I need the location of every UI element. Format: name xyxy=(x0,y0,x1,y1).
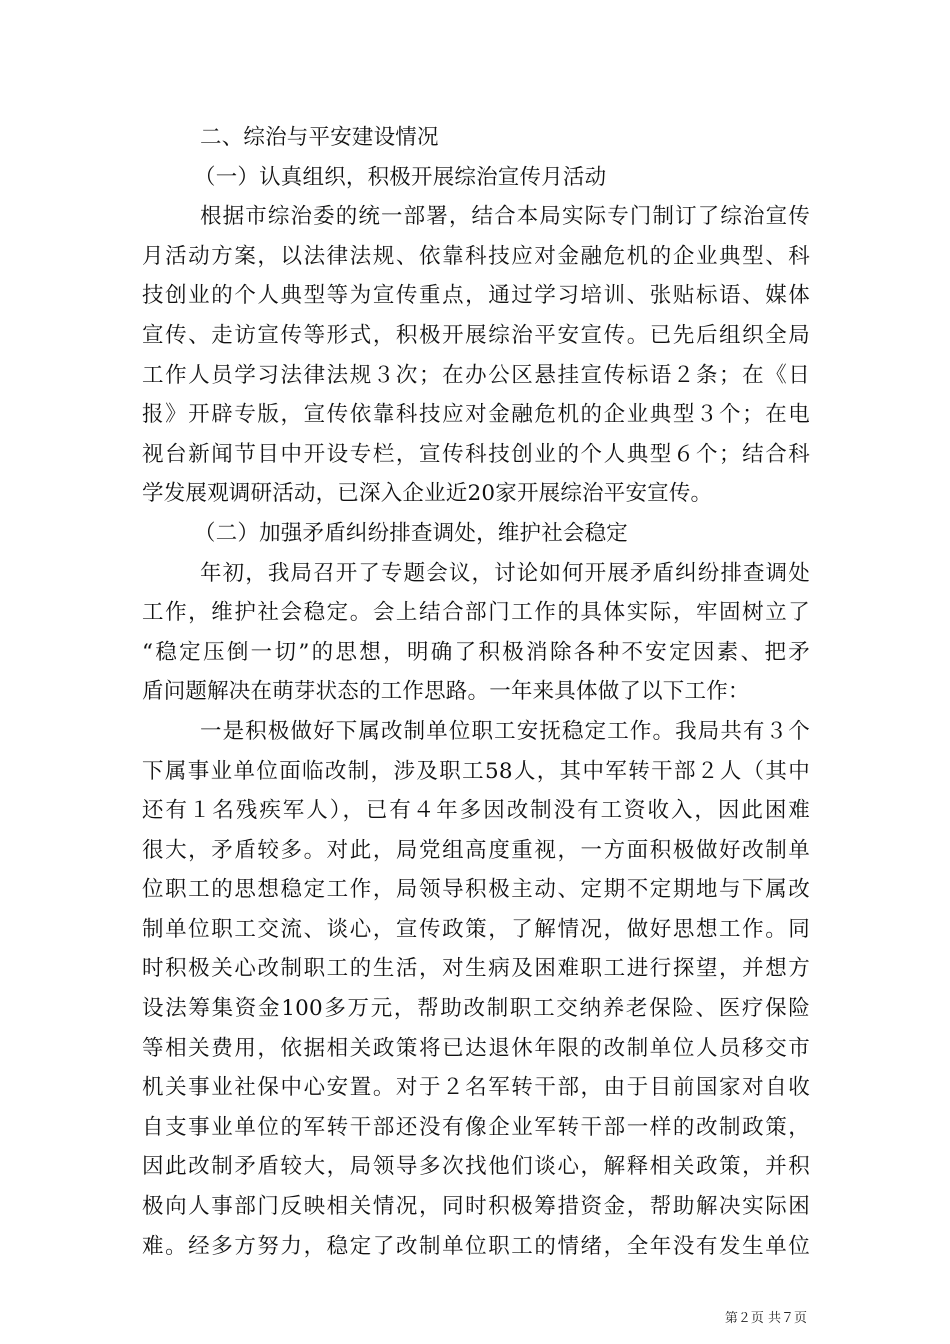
paragraph-line: 盾问题解决在萌芽状态的工作思路。一年来具体做了以下工作： xyxy=(142,679,750,705)
paragraph-line: 机关事业社保中心安置。对于２名军转干部，由于目前国家对自收 xyxy=(142,1075,810,1101)
paragraph-line: 月活动方案，以法律法规、依靠科技应对金融危机的企业典型、科 xyxy=(142,243,810,269)
paragraph-line: 工作，维护社会稳定。会上结合部门工作的具体实际，牢固树立了 xyxy=(142,600,810,626)
paragraph-line: 因此改制矛盾较大，局领导多次找他们谈心，解释相关政策，并积 xyxy=(142,1154,810,1180)
paragraph-line: 还有１名残疾军人），已有４年多因改制没有工资收入，因此困难 xyxy=(142,798,810,824)
section-heading: 二、综治与平安建设情况 xyxy=(200,125,439,150)
document-body xyxy=(142,118,810,1266)
paragraph-line: 技创业的个人典型等为宣传重点，通过学习培训、张贴标语、媒体 xyxy=(142,283,810,309)
paragraph-line: 一是积极做好下属改制单位职工安抚稳定工作。我局共有３个 xyxy=(200,718,810,744)
paragraph-line: 报》开辟专版，宣传依靠科技应对金融危机的企业典型３个；在电 xyxy=(142,402,810,428)
paragraph-line: 工作人员学习法律法规３次；在办公区悬挂宣传标语２条；在《日 xyxy=(142,362,810,388)
paragraph-line: 学发展观调研活动，已深入企业近20家开展综治平安宣传。 xyxy=(142,481,713,507)
page-number: 第２页 共７页 xyxy=(724,1311,807,1326)
paragraph-line: 很大，矛盾较多。对此，局党组高度重视，一方面积极做好改制单 xyxy=(142,837,810,863)
paragraph-line: 下属事业单位面临改制，涉及职工58人，其中军转干部２人（其中 xyxy=(142,758,810,784)
paragraph-line: 位职工的思想稳定工作，局领导积极主动、定期不定期地与下属改 xyxy=(142,877,810,903)
paragraph-line: 等相关费用，依据相关政策将已达退休年限的改制单位人员移交市 xyxy=(142,1035,810,1061)
paragraph-line: “稳定压倒一切”的思想，明确了积极消除各种不安定因素、把矛 xyxy=(142,639,810,665)
subsection-heading: （二）加强矛盾纠纷排查调处，维护社会稳定 xyxy=(194,520,629,546)
paragraph-line: 根据市综治委的统一部署，结合本局实际专门制订了综治宣传 xyxy=(200,204,810,230)
paragraph-line: 宣传、走访宣传等形式，积极开展综治平安宣传。已先后组织全局 xyxy=(142,322,810,348)
paragraph-line: 难。经多方努力，稳定了改制单位职工的情绪，全年没有发生单位 xyxy=(142,1233,810,1259)
paragraph-line: 制单位职工交流、谈心，宣传政策，了解情况，做好思想工作。同 xyxy=(142,916,810,942)
paragraph-line: 视台新闻节目中开设专栏，宣传科技创业的个人典型６个；结合科 xyxy=(142,441,810,467)
subsection-heading: （一）认真组织，积极开展综治宣传月活动 xyxy=(194,164,607,190)
paragraph-line: 自支事业单位的军转干部还没有像企业军转干部一样的改制政策， xyxy=(142,1114,810,1140)
paragraph-line: 极向人事部门反映相关情况，同时积极筹措资金，帮助解决实际困 xyxy=(142,1194,810,1220)
paragraph-line: 设法筹集资金100多万元，帮助改制职工交纳养老保险、医疗保险 xyxy=(142,996,810,1022)
paragraph-line: 年初，我局召开了专题会议，讨论如何开展矛盾纠纷排查调处 xyxy=(200,560,810,586)
paragraph-line: 时积极关心改制职工的生活，对生病及困难职工进行探望，并想方 xyxy=(142,956,810,982)
